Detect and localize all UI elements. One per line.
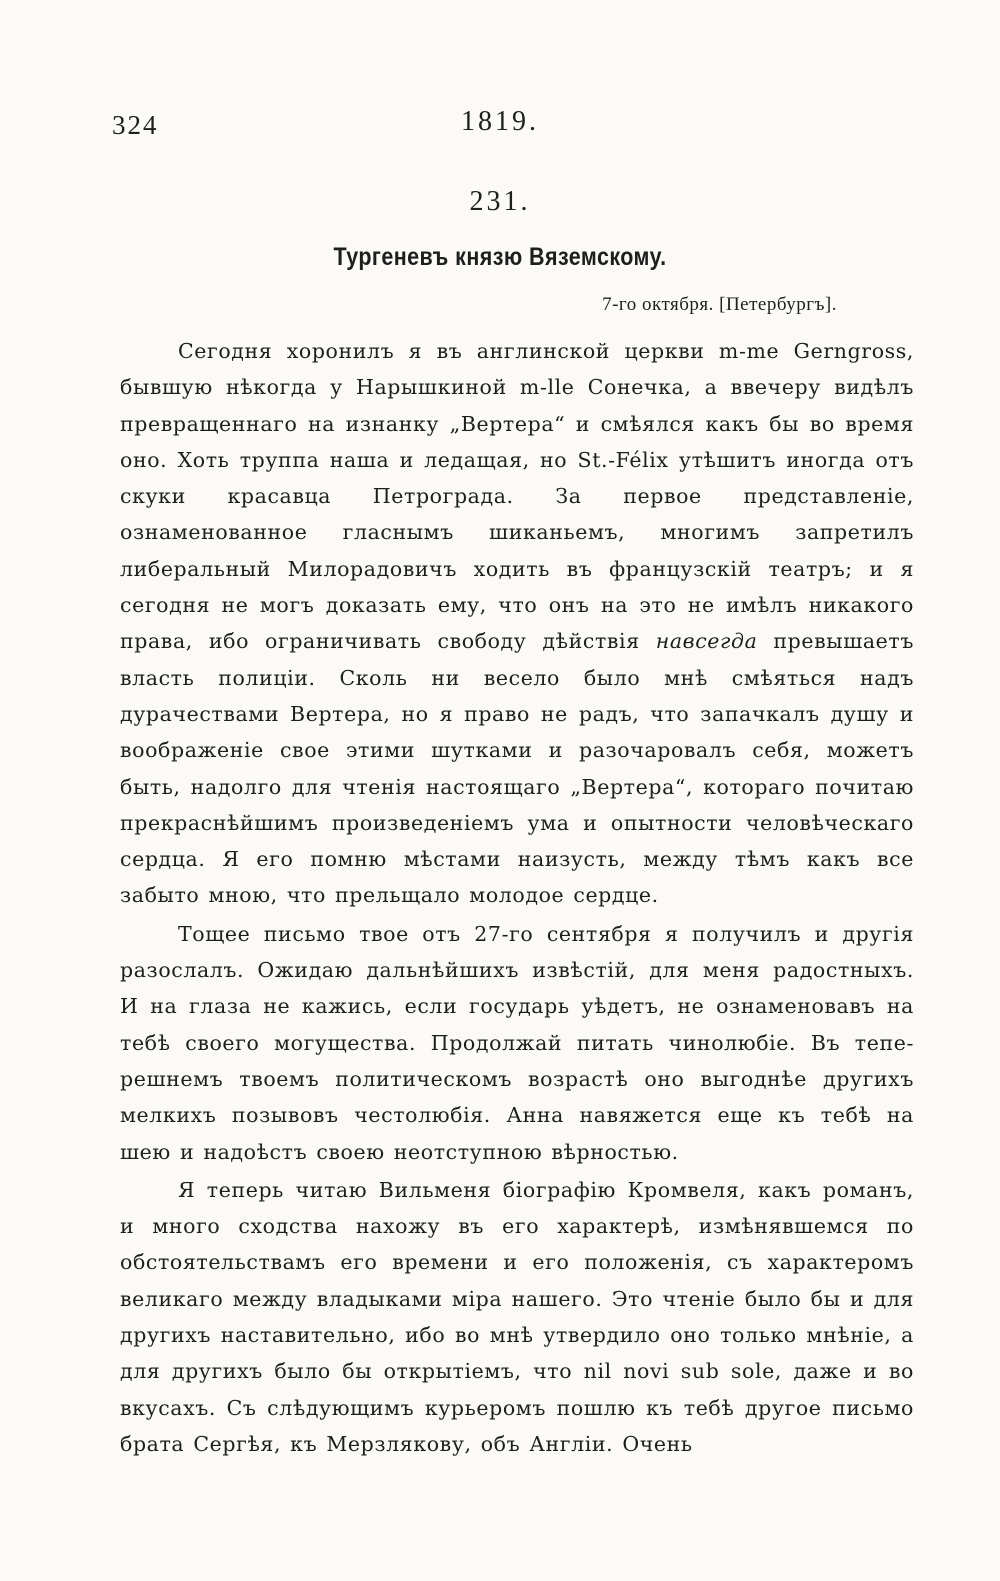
paragraph-1: [120, 333, 914, 914]
paragraph-1-text-end: превышаетъ власть полиціи. Сколь ни весело было мнѣ смѣяться надъ дурачествами Вертера, но я право не радъ, что запачкалъ душу и воображеніе свое этими шутками и разочаровалъ себя, можетъ быть, надолго для чтенія настоящаго „Вертера“, котораго почитаю прекраснѣйшимъ произведеніемъ ума и опытности человѣческаго сердца. Я его помню мѣстами наизусть, между тѣмъ какъ все забыто мною, что прельщало молодое сердце.: [120, 629, 914, 908]
letter-number: 231.: [469, 186, 531, 217]
paragraph-2: Тощее письмо твое отъ 27-го сентября я получилъ и другія разослалъ. Ожидаю дальнѣйшихъ извѣстій, для меня радостныхъ. И на глаза не кажись, если государь уѣдетъ, не ознаменовавъ на тебѣ своего могущества. Продолжай питать чинолюбіе. Въ тепе-решнемъ твоемъ политическомъ возрастѣ оно выгоднѣе другихъ мелкихъ позывовъ честолюбія. Анна навяжется еще къ тебѣ на шею и надоѣстъ своею неотступною вѣрностью.: [120, 921, 914, 1164]
letter-title: Тургеневъ князю Вяземскому.: [333, 243, 667, 271]
letter-dateline: 7-го октября. [Петербургъ].: [602, 294, 837, 315]
page-number: 324: [112, 110, 159, 140]
paragraph-3: Я теперь читаю Вильменя біографію Кромвеля, какъ романъ, и много сходства нахожу въ его характерѣ, измѣнявшемся по обстоятельствамъ его времени и его положенія, съ характеромъ великаго между владыками міра нашего. Это чтеніе было бы и для другихъ наставительно, ибо во мнѣ утвердило оно только мнѣніе, а для другихъ было бы открытіемъ, что nil novi sub sole, даже и во вкусахъ. Съ слѣдующимъ курьеромъ пошлю къ тебѣ другое письмо брата Сергѣя, къ Мерзлякову, объ Англіи. Очень: [120, 1177, 914, 1456]
emphasized-word: навсегда: [655, 629, 758, 654]
paragraph-1-text-start: Сегодня хоронилъ я въ англинской церкви m-me Gerngross, бывшую нѣкогда у Нарышкиной m-lle Сонечка, а ввечеру видѣлъ превращеннаго на изнанку „Вертера“ и смѣялся какъ бы во время оно. Хоть труппа наша и ледащая, но St.-Félix утѣшитъ иногда отъ скуки красавца Петрограда. За первое представленіе, ознаменованное гласнымъ шиканьемъ, многимъ запретилъ либеральный Милорадовичъ ходить въ французскій театръ; и я сегодня не могъ доказать ему, что онъ на это не имѣлъ никакого права, ибо ограничивать свободу дѣйствія: [120, 339, 914, 654]
running-head-year: 1819.: [461, 106, 539, 137]
letter-body: [120, 333, 914, 1462]
